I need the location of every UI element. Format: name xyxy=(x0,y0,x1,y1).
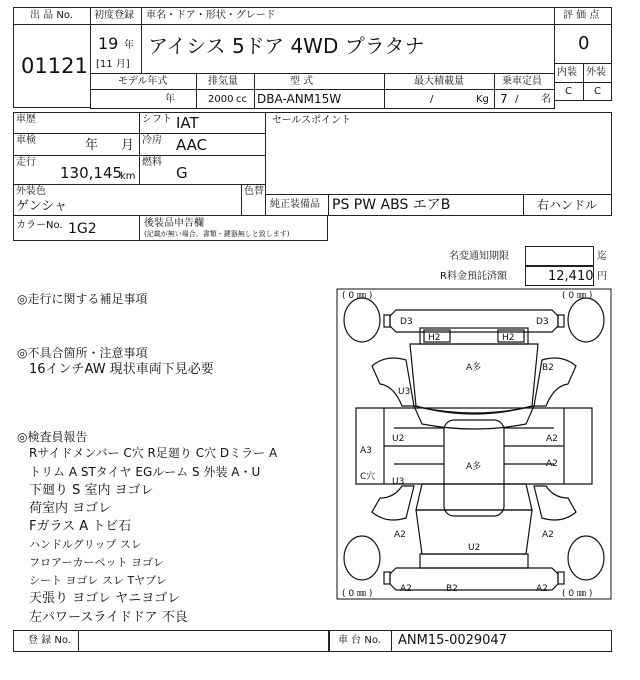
damage-mark: U3 xyxy=(392,477,405,487)
aftermarket-label: 後装品申告欄 xyxy=(144,218,204,229)
inspector-line: 天張り ヨゴレ ヤニヨゴレ xyxy=(29,591,181,606)
recycle-label: R料金預託済額 xyxy=(440,271,507,282)
load-label: 最大積載量 xyxy=(414,76,464,87)
car-name-label: 車名・ドア・形状・グレード xyxy=(146,10,276,21)
car-name: アイシス 5ドア 4WD プラタナ xyxy=(148,34,425,58)
exterior-label: 外装 xyxy=(586,67,606,78)
damage-mark: U2 xyxy=(468,543,481,553)
model-year-label: モデル年式 xyxy=(118,76,168,87)
interior-grade: C xyxy=(565,86,572,97)
damage-mark: C穴 xyxy=(360,472,376,482)
damage-mark: A2 xyxy=(394,530,406,540)
recycle-value: 12,410 xyxy=(548,269,594,284)
first-reg-year: 19 xyxy=(98,34,119,53)
damage-mark: D3 xyxy=(400,317,413,327)
color-change-label: 色替 xyxy=(244,186,264,197)
type-value: DBA-ANM15W xyxy=(257,92,342,106)
car-damage-diagram xyxy=(336,288,612,600)
inspection-year: 年 xyxy=(85,138,99,153)
inspector-line: ハンドルグリップ スレ xyxy=(29,538,142,551)
inspector-line: Fガラス A トビ石 xyxy=(29,519,132,534)
inspector-header: ◎検査員報告 xyxy=(17,430,88,444)
name-change-label: 名変通知期限 xyxy=(449,251,509,262)
interior-label: 内装 xyxy=(557,67,577,78)
damage-mark: A2 xyxy=(400,584,412,594)
aftermarket-note: (記載が無い場合、書類・鍵器無しと致します) xyxy=(144,230,290,238)
inspector-line: Rサイドメンバー C穴 R足廻り C穴 Dミラー A xyxy=(29,446,278,460)
inspection-month: 月 xyxy=(121,138,135,153)
defects-header: ◎不具合箇所・注意事項 xyxy=(17,346,148,360)
capacity-slash: / xyxy=(515,94,519,105)
driving-notes-header: ◎走行に関する補足事項 xyxy=(17,292,148,306)
mileage-unit: km xyxy=(120,171,136,182)
displacement-label: 排気量 xyxy=(208,76,238,87)
model-year-unit: 年 xyxy=(165,94,175,105)
displacement-value: 2000 xyxy=(208,94,234,105)
load-unit: Kg xyxy=(476,94,489,105)
name-change-box xyxy=(525,246,594,266)
score-value: 0 xyxy=(578,33,590,54)
damage-mark: B2 xyxy=(542,363,554,373)
damage-mark: A2 xyxy=(536,584,548,594)
tire-depth-label: ( 0 ㎜ ) xyxy=(342,589,373,599)
first-reg-year-unit: 年 xyxy=(124,40,134,51)
mileage-value: 130,145 xyxy=(60,164,123,182)
capacity-label: 乗車定員 xyxy=(502,76,542,87)
ac-value: AAC xyxy=(176,136,208,154)
first-reg-label: 初度登録 xyxy=(94,10,134,21)
name-change-unit: 迄 xyxy=(597,251,607,262)
color-no-label: カラーNo. xyxy=(16,220,63,231)
inspection-label: 車検 xyxy=(16,135,36,146)
lot-number: 01121 xyxy=(21,54,88,78)
fuel-label: 燃料 xyxy=(142,157,162,168)
inspector-line: 荷室内 ヨゴレ xyxy=(29,501,112,516)
damage-mark: U2 xyxy=(392,434,405,444)
damage-mark: A2 xyxy=(542,530,554,540)
exterior-grade: C xyxy=(594,86,601,97)
mileage-label: 走行 xyxy=(16,157,36,168)
inspector-line: 下廻り S 室内 ヨゴレ xyxy=(29,483,154,498)
ext-color-value: ゲンシャ xyxy=(16,199,68,214)
damage-mark: A多 xyxy=(466,363,482,373)
genuine-equip-value: PS PW ABS エアB xyxy=(332,197,451,213)
damage-mark: U3 xyxy=(398,387,411,397)
damage-mark: A多 xyxy=(466,462,482,472)
tire-depth-label: ( 0 ㎜ ) xyxy=(562,291,593,301)
damage-mark: A2 xyxy=(546,459,558,469)
chassis-value: ANM15-0029047 xyxy=(398,633,507,648)
damage-mark: D3 xyxy=(536,317,549,327)
steering-value: 右ハンドル xyxy=(537,198,598,212)
defects-line: 16インチAW 現状車両下見必要 xyxy=(29,362,214,377)
load-slash: / xyxy=(430,94,434,105)
damage-mark: B2 xyxy=(446,584,458,594)
tire-depth-label: ( 0 ㎜ ) xyxy=(342,291,373,301)
capacity-value: 7 xyxy=(500,92,508,106)
displacement-unit: cc xyxy=(236,94,247,105)
shift-label: シフト xyxy=(142,114,172,125)
fuel-value: G xyxy=(176,164,188,182)
ext-color-label: 外装色 xyxy=(16,186,46,197)
color-no-value: 1G2 xyxy=(68,221,97,237)
reg-no-label: 登 録 No. xyxy=(28,635,71,646)
damage-mark: A2 xyxy=(546,434,558,444)
lot-number-label: 出 品 No. xyxy=(30,10,73,21)
damage-mark: H2 xyxy=(428,333,441,343)
chassis-label: 車 台 No. xyxy=(338,635,381,646)
inspector-line: トリム A STタイヤ EGルーム S 外装 A・U xyxy=(29,465,261,479)
sales-point-label: セールスポイント xyxy=(272,115,352,126)
ac-label: 冷房 xyxy=(142,135,162,146)
capacity-unit: 名 xyxy=(541,94,551,105)
history-label: 車歴 xyxy=(16,114,36,125)
inspector-line: フロアーカーペット ヨゴレ xyxy=(29,556,164,569)
damage-mark: A3 xyxy=(360,446,372,456)
genuine-equip-label: 純正装備品 xyxy=(270,199,320,210)
first-reg-month: [11 月] xyxy=(96,59,130,70)
recycle-unit: 円 xyxy=(597,271,607,282)
score-label: 評 価 点 xyxy=(563,10,600,21)
damage-mark: H2 xyxy=(502,333,515,343)
shift-value: IAT xyxy=(176,114,199,132)
type-label: 型 式 xyxy=(290,76,314,87)
inspector-line: 左パワースライドドア 不良 xyxy=(29,610,188,625)
tire-depth-label: ( 0 ㎜ ) xyxy=(562,589,593,599)
inspector-line: シート ヨゴレ スレ Tヤブレ xyxy=(29,574,167,587)
